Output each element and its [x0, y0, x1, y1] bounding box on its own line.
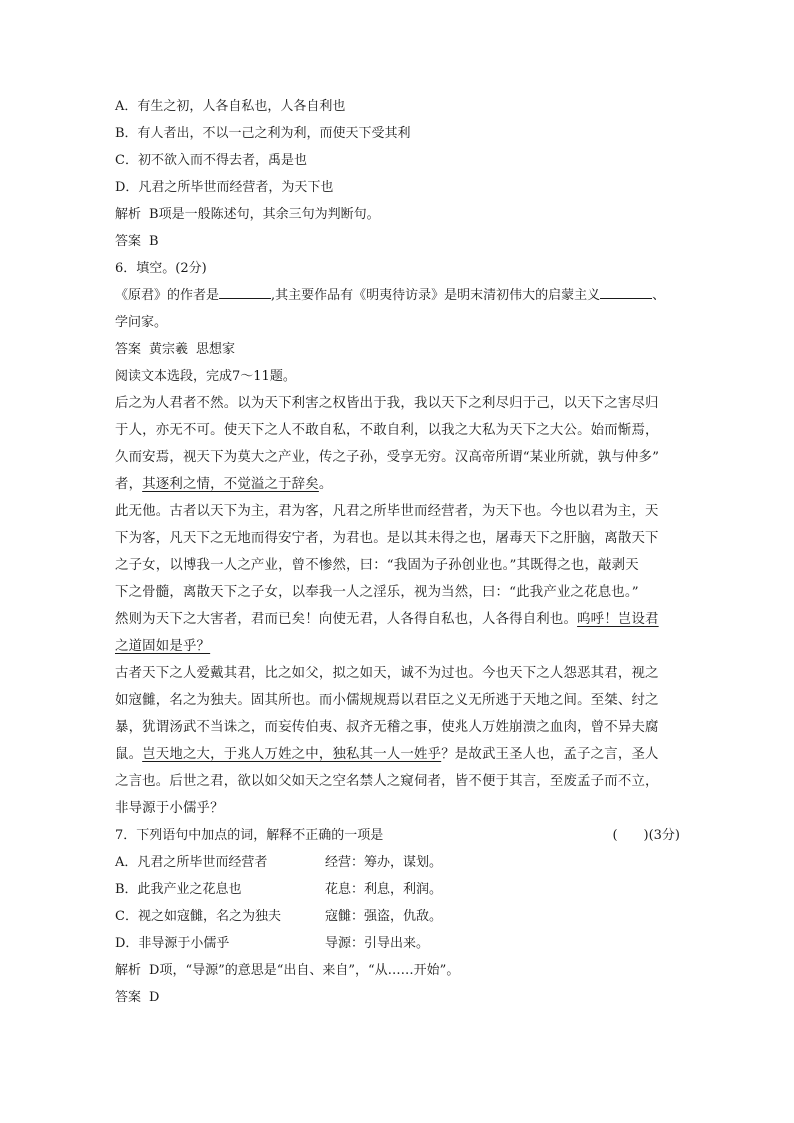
q6-answer-1: 黄宗羲 [149, 342, 189, 357]
passage-line [115, 741, 680, 768]
analysis-text: D项，“导源”的意思是“出自、来自”，“从……开始”。 [149, 963, 460, 978]
passage-paragraph-2 [115, 498, 680, 660]
q6-title: 6．填空。(2分) [115, 261, 207, 276]
q7-option-d [115, 930, 680, 957]
passage-line [115, 633, 680, 660]
option-sentence: A．凡君之所毕世而经营者 [115, 855, 268, 870]
passage-line: 古者天下之人爱戴其君，比之如父，拟之如天，诚不为过也。今也天下之人怨恶其君，视之 [115, 666, 659, 681]
passage-line: 如寇雠，名之为独夫。固其所也。而小儒规规焉以君臣之义无所逃于天地之间。至桀、纣之 [115, 693, 659, 708]
q6-question-line2: 学问家。 [115, 315, 168, 330]
passage-line [115, 471, 680, 498]
passage-line: 之言也。后世之君，欲以如父如天之空名禁人之窥伺者，皆不便于其言，至废孟子而不立， [115, 774, 659, 789]
q6-blank-1 [219, 284, 271, 299]
passage-line: 此无他。古者以天下为主，君为客，凡君之所毕世而经营者，为天下也。今也以君为主，天 [115, 504, 659, 519]
q6-answer [115, 336, 680, 363]
q6-blank-2 [600, 284, 652, 299]
q5-option-b: B．有人者出，不以一己之利为利，而使天下受其利 [115, 126, 411, 141]
passage-line: 后之为人君者不然。以为天下利害之权皆出于我，我以天下之利尽归于己，以天下之害尽归 [115, 396, 659, 411]
option-gloss: 导源：引导出来。 [325, 936, 430, 951]
q5-analysis [115, 201, 680, 228]
q7-title: 7．下列语句中加点的词，解释不正确的一项是 [115, 828, 384, 843]
passage-text: 者， [115, 477, 143, 492]
q5-option-d: D．凡君之所毕世而经营者，为天下也 [115, 180, 334, 195]
passage-text: 鼠。 [115, 747, 143, 762]
underlined-sentence: 其逐利之情，不觉溢之于辞矣 [142, 477, 319, 492]
passage-line: 暴，犹谓汤武不当诛之，而妄传伯夷、叔齐无稽之事，使兆人万姓崩溃之血肉，曾不异夫腐 [115, 720, 659, 735]
passage-line: 之子女，以博我一人之产业，曾不惨然，曰：“我固为子孙创业也。”其既得之也，敲剥天 [115, 558, 639, 573]
q7-title-row [115, 822, 680, 849]
passage-line: 下为客，凡天下之无地而得安宁者，为君也。是以其未得之也，屠毒天下之肝脑，离散天下 [115, 531, 659, 546]
q6-text-b: ,其主要作品有《明夷待访录》是明末清初伟大的启蒙主义 [271, 288, 601, 303]
answer-text: D [149, 990, 160, 1005]
q7-answer [115, 984, 680, 1011]
analysis-label: 解析 [115, 963, 142, 978]
passage-paragraph-3 [115, 660, 680, 822]
passage-line: 于人，亦无不可。使天下之人不敢自私，不敢自利，以我之大私为天下之大公。始而惭焉， [115, 423, 659, 438]
answer-label: 答案 [115, 342, 142, 357]
passage-line [115, 606, 680, 633]
q6-text-a: 《原君》的作者是 [115, 288, 220, 303]
passage-paragraph-1 [115, 390, 680, 498]
passage-text: 然则为天下之大害者，君而已矣！向使无君，人各得自私也，人各得自利也。 [115, 612, 578, 627]
q6-question-line1 [115, 282, 680, 309]
option-gloss: 经营：筹办，谋划。 [325, 855, 443, 870]
option-gloss: 寇雠：强盗，仇敌。 [325, 909, 443, 924]
reading-intro: 阅读文本选段，完成7～11题。 [115, 369, 296, 384]
q5-option-c: C．初不欲入而不得去者，禹是也 [115, 153, 307, 168]
analysis-label: 解析 [115, 207, 142, 222]
option-sentence: B．此我产业之花息也 [115, 882, 242, 897]
option-gloss: 花息：利息，利润。 [325, 882, 443, 897]
underlined-sentence: 呜呼！岂设君 [577, 612, 659, 627]
option-sentence: D．非导源于小儒乎 [115, 936, 230, 951]
document-page [115, 93, 680, 1011]
q7-option-b [115, 876, 680, 903]
q7-score: ( )(3分) [612, 828, 680, 843]
analysis-text: B项是一般陈述句，其余三句为判断句。 [149, 207, 380, 222]
passage-text: ？是故武王圣人也，孟子之言，圣人 [441, 747, 659, 762]
q6-answer-2: 思想家 [196, 342, 236, 357]
underlined-sentence: 之道固如是乎？ [115, 639, 211, 654]
underlined-sentence: 岂天地之大，于兆人万姓之中，独私其一人一姓乎 [142, 747, 442, 762]
passage-line: 久而安焉，视天下为莫大之产业，传之子孙，受享无穷。汉高帝所谓“某业所就，孰与仲多” [115, 450, 660, 465]
passage-text: 。 [318, 477, 333, 492]
q7-analysis [115, 957, 680, 984]
q6-text-c: 、 [652, 288, 666, 303]
q7-option-a [115, 849, 680, 876]
answer-text: B [149, 234, 159, 249]
option-sentence: C．视之如寇雠，名之为独夫 [115, 909, 281, 924]
answer-label: 答案 [115, 990, 142, 1005]
q5-answer [115, 228, 680, 255]
passage-line: 非导源于小儒乎？ [115, 801, 224, 816]
q5-option-a: A．有生之初，人各自私也，人各自利也 [115, 99, 346, 114]
answer-label: 答案 [115, 234, 142, 249]
q7-option-c [115, 903, 680, 930]
passage-line: 下之骨髓，离散天下之子女，以奉我一人之淫乐，视为当然，曰：“此我产业之花息也。” [115, 585, 639, 600]
